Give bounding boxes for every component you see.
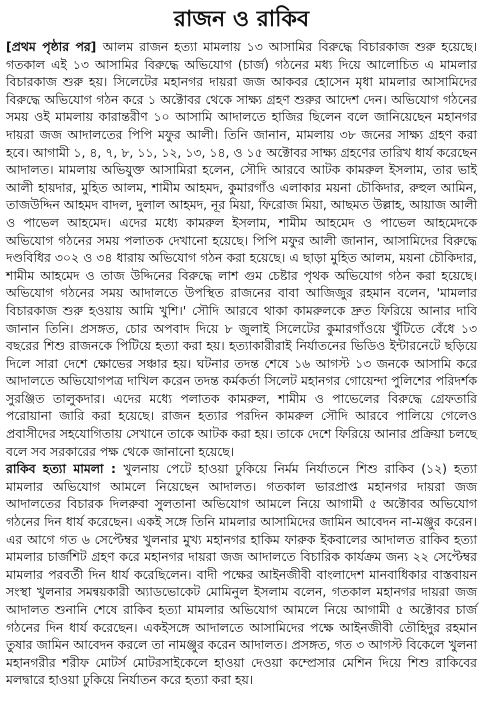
continuation-label: [প্রথম পৃষ্ঠার পর] xyxy=(6,39,103,54)
headline: রাজন ও রাকিব xyxy=(173,7,310,32)
rajon-body-text: আলম রাজন হত্যা মামলায় ১৩ আসামির বিরুদ্ধে বিচারকাজ শুরু হয়েছে। গতকাল এই ১৩ আসামির বিরুদ্ধে অভিযোগ (চার্জ) গঠনের মধ্য দিয়ে আলোচিত এ মামলার বিচারকাজ শুরু হয়। সিলেটের মহানগর দায়রা জজ আকবর হোসেন মৃধা মামলার আসামিদের বিরুদ্ধে অভিযোগ গঠন করে ১ অক্টোবর থেকে সাক্ষ্য গ্রহণ শুরুর আদেশ দেন। অভিযোগ গঠনের সময় ওই মামলায় কারান্তরীণ ১০ আসামি আদালতে হাজির ছিলেন বলে জানিয়েছেন মহানগর দায়রা জজ আদালতের পিপি মফুর আলী। তিনি জানান, মামলায় ৩৮ জনের সাক্ষ্য গ্রহণ করা হবে। আগামী ১, ৪, ৭, ৮, ১১, ১২, ১৩, ১৪, ও ১৫ অক্টোবর সাক্ষ্য গ্রহণের তারিখ ধার্য করেছেন আদালত। মামলায় অভিযুক্ত আসামিরা হলেন, সৌদি আরবে আটক কামরুল ইসলাম, তার ভাই আলী হায়দার, মুহিত আলম, শামীম আহমদ, কুমারগাঁও এলাকার ময়না চৌকিদার, রুহুল আমিন, তাজউদ্দিন আহমদ বাদল, দুলাল আহমদ, নূর মিয়া, ফিরোজ মিয়া, আছমত উল্লাহ, আয়াজ আলী ও পাভেল আহমেদ। এদের মধ্যে কামরুল ইসলাম, শামীম আহমেদ ও পাভেল আহমেদকে অভিযোগ গঠনের সময় পলাতক দেখানো হয়েছে। পিপি মফুর আলী জানান, আসামিদের বিরুদ্ধে দণ্ডবিধির ৩০২ ও ৩৪ ধারায় অভিযোগ গঠন করা হয়েছে। এ ছাড়া মুহিত আলম, ময়না চৌকিদার, শামীম আহমেদ ও তাজ উদ্দিনের বিরুদ্ধে লাশ গুম চেষ্টার পৃথক অভিযোগ গঠন করা হয়েছে। অভিযোগ গঠনের সময় আদালতে উপস্থিত রাজনের বাবা আজিজুর রহমান বলেন, 'মামলার বিচারকাজ শুরু হওয়ায় আমি খুশি।' সৌদি আরবে থাকা কামরুলকে দ্রুত ফিরিয়ে আনার দাবি জানান তিনি। প্রসঙ্গত, চোর অপবাদ দিয়ে ৮ জুলাই সিলেটের কুমারগাঁওয়ে খুঁটিতে বেঁধে ১৩ বছরের শিশু রাজনকে পিটিয়ে হত্যা করা হয়। হত্যাকারীরাই নির্যাতনের ভিডিও ইন্টারনেটে ছড়িয়ে দিলে সারা দেশে ক্ষোভের সঞ্চার হয়। ঘটনার তদন্ত শেষে ১৬ আগস্ট ১৩ জনকে আসামি করে আদালতে অভিযোগপত্র দাখিল করেন তদন্ত কর্মকর্তা সিলেট মহানগর গোয়েন্দা পুলিশের পরিদর্শক সুরঞ্জিত তালুকদার। এদের মধ্যে পলাতক কামরুল, শামীম ও পাভেলের বিরুদ্ধে গ্রেফতারি পরোয়ানা জারি করা হয়েছে। রাজন হত্যার পরদিন কামরুল সৌদি আরবে পালিয়ে গেলেও প্রবাসীদের সহযোগিতায় সেখানে তাকে আটক করা হয়। তাকে দেশে ফিরিয়ে আনার প্রক্রিয়া চলছে বলে সব সরকারের পক্ষ থেকে জানানো হয়েছে। xyxy=(6,39,478,459)
paragraph-rajon xyxy=(6,38,477,460)
paragraph-rakib xyxy=(6,460,477,689)
section-heading-rakib: রাকিব হত্যা মামলা : xyxy=(6,461,124,477)
rakib-body-text: খুলনায় পেটে হাওয়া ঢুকিয়ে নির্মম নির্যাতনে শিশু রাকিব (১২) হত্যা মামলার অভিযোগ আমলে নিয়েছেন আদালত। গতকাল ভারপ্রাপ্ত মহানগর দায়রা জজ আদালতের বিচারক দিলরুবা সুলতানা অভিযোগ আমলে নিয়ে আগামী ৫ অক্টোবর অভিযোগ গঠনের দিন ধার্য করেছেন। একই সঙ্গে তিনি মামলার আসামিদের জামিন আবেদন না-মঞ্জুর করেন। এর আগে গত ৬ সেপ্টেম্বর খুলনার মুখ্য মহানগর হাকিম ফারুক ইকবালের আদালত রাকিব হত্যা মামলার চার্জশিট গ্রহণ করে মহানগর দায়রা জজ আদালতে বিচারিক কার্যক্রম জন্য ২২ সেপ্টেম্বর মামলার পরবর্তী দিন ধার্য করেছিলেন। বাদী পক্ষের আইনজীবী বাংলাদেশ মানবাধিকার বাস্তবায়ন সংস্থা খুলনার সমন্বয়কারী অ্যাডভোকেট মোমিনুল ইসলাম বলেন, গতকাল মহানগর দায়রা জজ আদালত শুনানি শেষে রাকিব হত্যা মামলার অভিযোগ আমলে নিয়ে আগামী ৫ অক্টোবর চার্জ গঠনের দিন ধার্য করেছেন। একইসঙ্গে আদালতে আসামিদের পক্ষে আইনজীবী তৌহিদুর রহমান তুষার জামিন আবেদন করলে তা নামঞ্জুর করেন আদালত। প্রসঙ্গত, গত ৩ আগস্ট বিকেলে খুলনা মহানগরীর শরীফ মোটর্স মোটরসাইকেলে হাওয়া দেওয়া কম্প্রেসার মেশিন দিয়ে শিশু রাকিবের মলদ্বারে হাওয়া ঢুকিয়ে নির্যাতন করে হত্যা করা হয়। xyxy=(6,461,478,688)
